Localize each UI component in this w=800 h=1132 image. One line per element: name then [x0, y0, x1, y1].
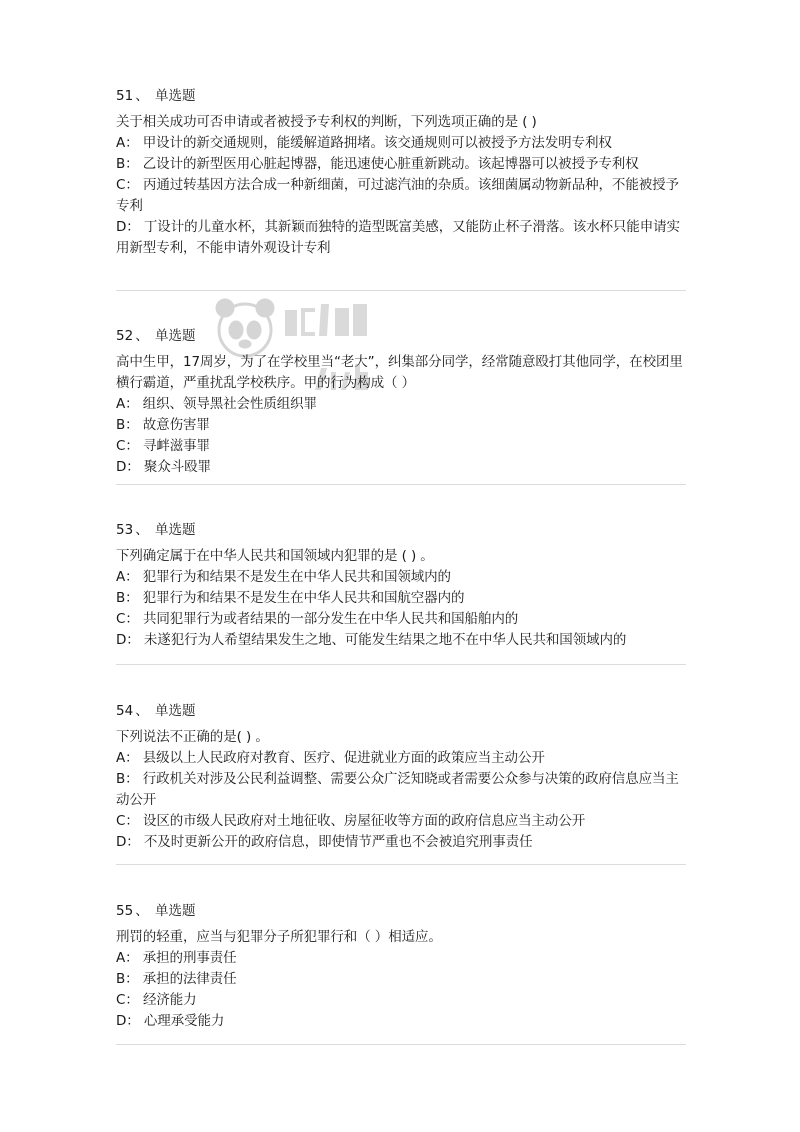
option-text: 经济能力 — [142, 992, 197, 1008]
option-key: A： — [116, 135, 139, 151]
option-text: 丁设计的儿童水杯，其新颖而独特的造型既富美感，又能防止杯子滑落。该水杯只能申请实用新型专利，不能申请外观设计专利 — [116, 219, 680, 256]
option-b[interactable] — [116, 769, 686, 811]
option-key: C： — [116, 992, 139, 1008]
question-separator: 、 — [135, 703, 149, 719]
option-key: B： — [116, 771, 139, 787]
question-54 — [116, 701, 686, 853]
question-divider — [116, 664, 686, 665]
option-text: 故意伤害罪 — [142, 417, 210, 433]
question-header — [116, 86, 686, 106]
option-key: C： — [116, 813, 139, 829]
question-number: 55 — [116, 903, 134, 919]
question-stem: 高中生甲，17周岁，为了在学校里当“老大”，纠集部分同学，经常随意殴打其他同学，在校团里横行霸道，严重扰乱学校秩序。甲的行为构成（ ） — [116, 354, 683, 391]
option-d[interactable] — [116, 457, 686, 478]
option-d[interactable] — [116, 630, 686, 651]
question-separator: 、 — [135, 88, 149, 104]
question-separator: 、 — [135, 522, 149, 538]
option-key: D： — [116, 632, 140, 648]
question-number: 52 — [116, 328, 134, 344]
question-type: 单选题 — [154, 88, 196, 104]
option-b[interactable] — [116, 969, 686, 990]
option-c[interactable] — [116, 175, 686, 217]
question-divider — [116, 864, 686, 865]
question-divider — [116, 1044, 686, 1045]
option-text: 不及时更新公开的政府信息，即使情节严重也不会被追究刑事责任 — [143, 834, 533, 850]
question-separator: 、 — [135, 328, 149, 344]
option-key: B： — [116, 971, 139, 987]
option-key: C： — [116, 611, 139, 627]
option-key: D： — [116, 1013, 140, 1029]
question-52 — [116, 326, 686, 478]
question-55 — [116, 901, 686, 1032]
option-text: 甲设计的新交通规则，能缓解道路拥堵。该交通规则可以被授予方法发明专利权 — [142, 135, 612, 151]
question-stem: 下列说法不正确的是( ) 。 — [116, 729, 269, 745]
option-text: 犯罪行为和结果不是发生在中华人民共和国航空器内的 — [142, 590, 465, 606]
option-c[interactable] — [116, 436, 686, 457]
option-c[interactable] — [116, 609, 686, 630]
option-a[interactable] — [116, 748, 686, 769]
question-type: 单选题 — [154, 903, 196, 919]
question-divider — [116, 290, 686, 291]
question-type: 单选题 — [154, 522, 196, 538]
question-type: 单选题 — [154, 703, 196, 719]
option-text: 共同犯罪行为或者结果的一部分发生在中华人民共和国船舶内的 — [142, 611, 519, 627]
option-key: B： — [116, 590, 139, 606]
option-key: A： — [116, 950, 139, 966]
question-stem: 刑罚的轻重，应当与犯罪分子所犯罪行和（ ）相适应。 — [116, 929, 442, 945]
option-text: 丙通过转基因方法合成一种新细菌，可过滤汽油的杂质。该细菌属动物新品种，不能被授予专利 — [116, 177, 679, 214]
question-type: 单选题 — [154, 328, 196, 344]
option-b[interactable] — [116, 154, 686, 175]
option-key: D： — [116, 219, 140, 235]
option-key: A： — [116, 396, 139, 412]
question-header — [116, 520, 686, 540]
question-separator: 、 — [135, 903, 149, 919]
option-text: 乙设计的新型医用心脏起博器，能迅速使心脏重新跳动。该起博器可以被授予专利权 — [142, 156, 639, 172]
option-text: 承担的刑事责任 — [142, 950, 237, 966]
option-key: A： — [116, 750, 139, 766]
option-text: 聚众斗殴罪 — [143, 459, 211, 475]
option-text: 设区的市级人民政府对土地征收、房屋征收等方面的政府信息应当主动公开 — [142, 813, 586, 829]
option-text: 承担的法律责任 — [142, 971, 237, 987]
option-text: 心理承受能力 — [143, 1013, 225, 1029]
question-stem: 关于相关成功可否申请或者被授予专利权的判断，下列选项正确的是 ( ) — [116, 114, 537, 130]
option-c[interactable] — [116, 990, 686, 1011]
question-header — [116, 326, 686, 346]
option-a[interactable] — [116, 394, 686, 415]
question-header — [116, 701, 686, 721]
option-d[interactable] — [116, 832, 686, 853]
option-key: C： — [116, 177, 139, 193]
option-text: 行政机关对涉及公民利益调整、需要公众广泛知晓或者需要公众参与决策的政府信息应当主动公开 — [116, 771, 679, 808]
question-stem: 下列确定属于在中华人民共和国领域内犯罪的是 ( ) 。 — [116, 548, 434, 564]
option-text: 县级以上人民政府对教育、医疗、促进就业方面的政策应当主动公开 — [142, 750, 545, 766]
option-key: B： — [116, 417, 139, 433]
option-a[interactable] — [116, 567, 686, 588]
option-a[interactable] — [116, 948, 686, 969]
question-53 — [116, 520, 686, 651]
question-number: 53 — [116, 522, 134, 538]
option-text: 组织、领导黑社会性质组织罪 — [142, 396, 317, 412]
option-b[interactable] — [116, 415, 686, 436]
option-text: 寻衅滋事罪 — [142, 438, 210, 454]
option-key: D： — [116, 459, 140, 475]
question-header — [116, 901, 686, 921]
option-text: 未遂犯行为人希望结果发生之地、可能发生结果之地不在中华人民共和国领域内的 — [143, 632, 627, 648]
question-number: 54 — [116, 703, 134, 719]
question-divider — [116, 484, 686, 485]
option-c[interactable] — [116, 811, 686, 832]
option-b[interactable] — [116, 588, 686, 609]
option-key: C： — [116, 438, 139, 454]
question-51 — [116, 86, 686, 259]
option-text: 犯罪行为和结果不是发生在中华人民共和国领域内的 — [142, 569, 451, 585]
option-d[interactable] — [116, 217, 686, 259]
option-a[interactable] — [116, 133, 686, 154]
option-d[interactable] — [116, 1011, 686, 1032]
question-number: 51 — [116, 88, 134, 104]
option-key: A： — [116, 569, 139, 585]
option-key: B： — [116, 156, 139, 172]
option-key: D： — [116, 834, 140, 850]
